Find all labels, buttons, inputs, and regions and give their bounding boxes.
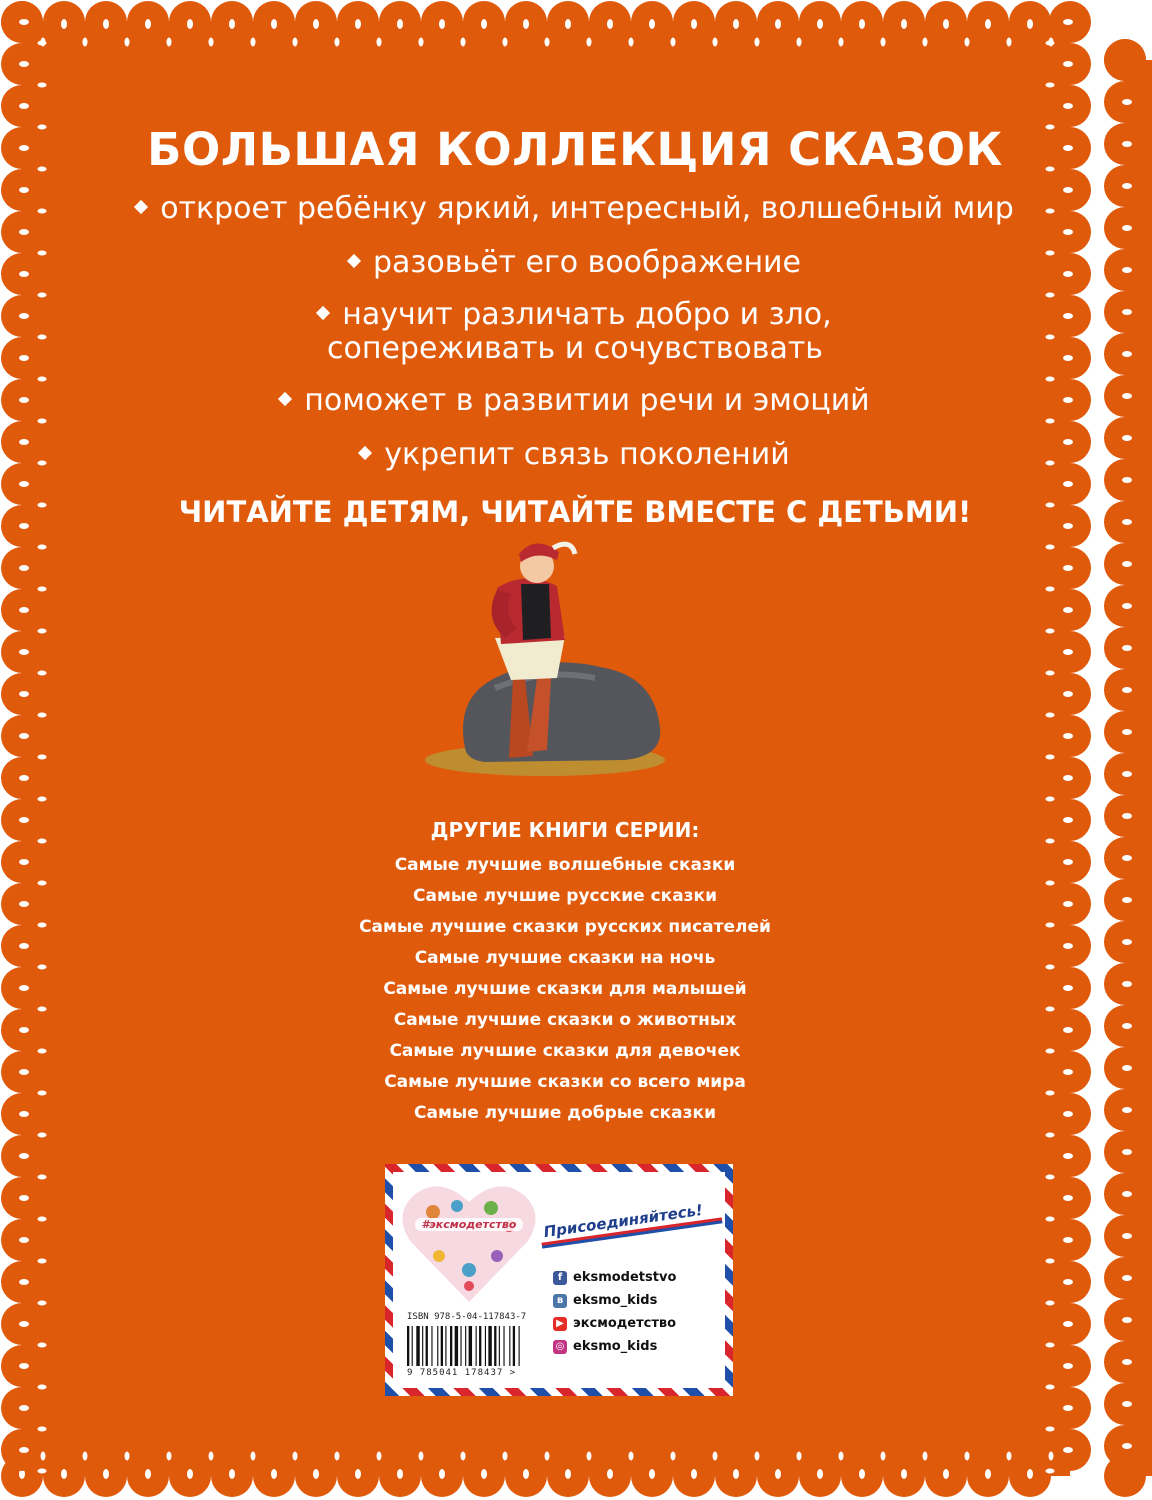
benefit-item: откроет ребёнку яркий, интересный, волшебный мир [80, 190, 1070, 228]
series-books-list [300, 850, 830, 1129]
series-book-item: Самые лучшие добрые сказки [414, 1103, 716, 1123]
main-content [80, 118, 1070, 532]
facebook-icon: f [553, 1271, 567, 1285]
series-book-item: Самые лучшие сказки о животных [393, 1010, 737, 1030]
bullet-icon [316, 305, 330, 319]
social-link-youtube[interactable]: ▶ эксмодетство [553, 1312, 676, 1335]
benefit-item: научит различать добро и зло, сопереживать и сочувствовать [80, 298, 1070, 366]
social-link-instagram[interactable]: ◎ eksmo_kids [553, 1335, 676, 1358]
slogan: ЧИТАЙТЕ ДЕТЯМ, ЧИТАЙТЕ ВМЕСТЕ С ДЕТЬМИ! [178, 495, 972, 529]
series-book-item: Самые лучшие волшебные сказки [394, 855, 736, 875]
instagram-icon: ◎ [553, 1340, 567, 1354]
join-label: Присоединяйтесь! [542, 1200, 704, 1242]
series-book-item: Самые лучшие русские сказки [413, 886, 717, 906]
series-book-item: Самые лучшие сказки для малышей [383, 979, 747, 999]
social-link-vk[interactable]: в eksmo_kids [553, 1289, 676, 1312]
bullet-icon [134, 199, 148, 213]
series-heading: ДРУГИЕ КНИГИ СЕРИИ: [430, 818, 700, 842]
series-book-item: Самые лучшие сказки для девочек [389, 1041, 741, 1061]
benefit-item: разовьёт его воображение [80, 244, 1070, 282]
benefit-item: укрепит связь поколений [80, 436, 1070, 474]
benefits-list [80, 190, 1070, 474]
hashtag-label: #эксмодетство [415, 1218, 523, 1231]
social-link-facebook[interactable]: f eksmodetstvo [553, 1266, 676, 1289]
page-title: БОЛЬШАЯ КОЛЛЕКЦИЯ СКАЗОК [147, 123, 1003, 176]
series-block [300, 816, 830, 1129]
vk-icon: в [553, 1294, 567, 1308]
isbn-label: ISBN 978-5-04-117843-7 [407, 1312, 527, 1322]
series-book-item: Самые лучшие сказки со всего мира [384, 1072, 746, 1092]
barcode-icon [407, 1326, 543, 1366]
youtube-icon: ▶ [553, 1317, 567, 1331]
series-book-item: Самые лучшие сказки русских писателей [359, 917, 771, 937]
social-links [553, 1266, 676, 1358]
publisher-sticker [385, 1164, 733, 1396]
barcode-number: 9 785041 178437 > [407, 1368, 517, 1378]
bullet-icon [278, 391, 292, 405]
bullet-icon [347, 253, 361, 267]
bullet-icon [358, 445, 372, 459]
series-book-item: Самые лучшие сказки на ночь [414, 948, 716, 968]
heart-logo-icon [399, 1178, 539, 1308]
benefit-item: поможет в развитии речи и эмоций [80, 382, 1070, 420]
boy-on-rock-illustration [425, 528, 685, 783]
